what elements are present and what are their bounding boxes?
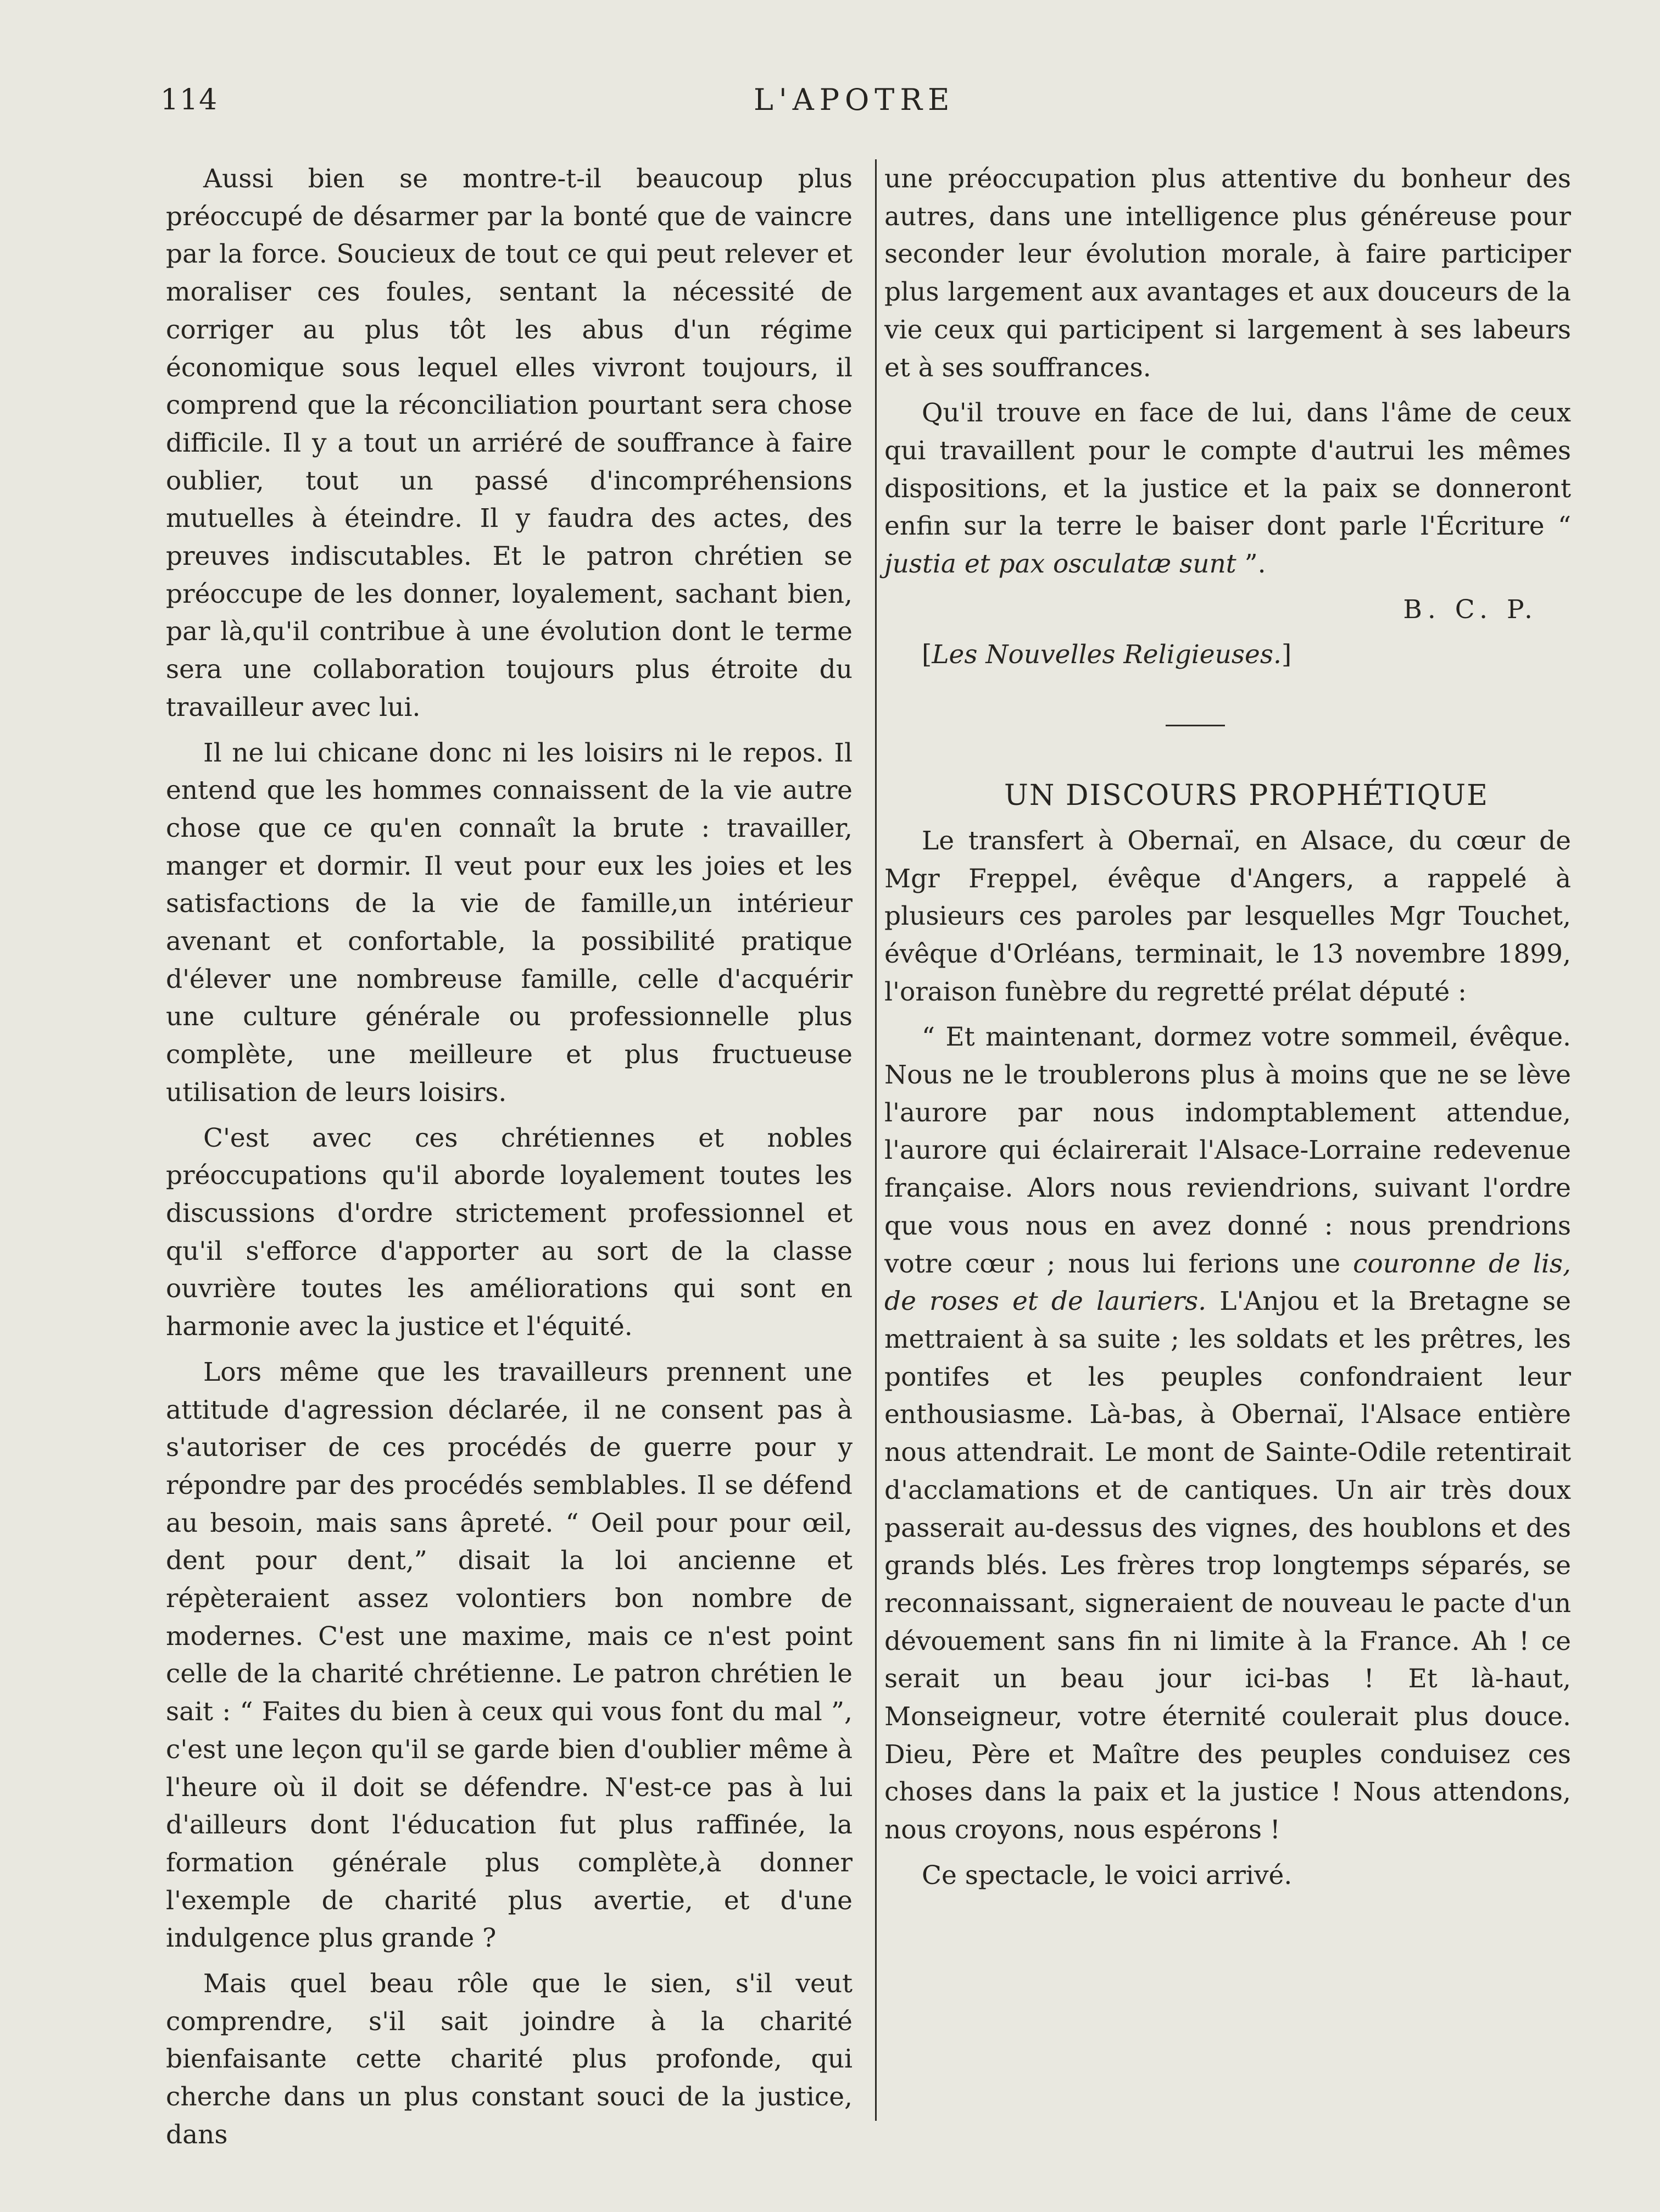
page-number: 114 [160, 84, 219, 116]
signature: B. C. P. [1403, 594, 1538, 625]
paragraph-text: Qu'il trouve en face de lui, dans l'âme de ceux qui travaillent pour le compte d'autrui les mêmes dispositions, et la justice et la paix se donneront enfin sur la terre le baiser dont parle l'Écriture “ [884, 398, 1571, 542]
italic-phrase: couronne de lis, de roses et de lauriers. [884, 1248, 1571, 1317]
running-title: L'APOTRE [754, 82, 955, 117]
left-column [166, 160, 853, 2162]
column-divider [875, 159, 877, 2121]
paragraph-text: ”. [1236, 549, 1266, 580]
paragraph: Aussi bien se montre-t-il beaucoup plus préoccupé de désarmer par la bonté que de vaincre par la force. Soucieux de tout ce qui peut relever et moraliser ces foules, sentant la nécessité de corriger au plus tôt les abus d'un régime économique sous lequel elles vivront toujours, il comprend que la réconciliation pourtant sera chose difficile. Il y a tout un arriéré de souffrance à faire oublier, tout un passé d'incompréhensions mutuelles à éteindre. Il y faudra des actes, des preuves indiscutables. Et le patron chrétien se préoccupe de les donner, loyalement, sachant bien, par là,qu'il contribue à une évolution dont le terme sera une collaboration toujours plus étroite du travailleur avec lui. [166, 164, 853, 722]
paragraph [884, 394, 1571, 583]
section-divider [1166, 725, 1225, 726]
paragraph: Il ne lui chicane donc ni les loisirs ni le repos. Il entend que les hommes connaissent de la vie autre chose que ce qu'en connaît la brute : travailler, manger et dormir. Il veut pour eux les joies et les satisfactions de la vie de famille,un intérieur avenant et confortable, la possibilité pratique d'élever une nombreuse famille, celle d'acquérir une culture générale ou professionnelle plus complète, une meilleure et plus fructueuse utilisation de leurs loisirs. [166, 737, 853, 1108]
paragraph: C'est avec ces chrétiennes et nobles préoccupations qu'il aborde loyalement toutes les discussions d'ordre strictement professionnel et qu'il s'efforce d'apporter au sort de la classe ouvrière toutes les améliorations qui sont en harmonie avec la justice et l'équité. [166, 1122, 853, 1342]
source-title: Les Nouvelles Religieuses. [932, 640, 1282, 670]
paragraph: Lors même que les travailleurs prennent une attitude d'agression déclarée, il ne consent pas à s'autoriser de ces procédés de guerre pour y répondre par des procédés semblables. Il se défend au besoin, mais sans âpreté. “ Oeil pour pour œil, dent pour dent,” disait la loi ancienne et répèteraient assez volontiers bon nombre de modernes. C'est une maxime, mais ce n'est point celle de la charité chrétienne. Le patron chrétien le sait : “ Faites du bien à ceux qui vous font du mal ”, c'est une leçon qu'il se garde bien d'oublier même à l'heure où il doit se défendre. N'est-ce pas à lui d'ailleurs dont l'éducation fut plus raffinée, la formation générale plus complète,à donner l'exemple de charité plus avertie, et d'une indulgence plus grande ? [166, 1357, 853, 1954]
paragraph: Le transfert à Obernaï, en Alsace, du cœur de Mgr Freppel, évêque d'Angers, a rappelé à plusieurs ces paroles par lesquelles Mgr Touchet, évêque d'Orléans, terminait, le 13 novembre 1899, l'oraison funèbre du regretté prélat député : [884, 825, 1571, 1007]
right-column [884, 160, 1571, 1903]
quoted-paragraph [884, 1019, 1571, 1849]
latin-quote: justia et pax osculatæ sunt [884, 549, 1236, 580]
source-citation: [Les Nouvelles Religieuses.] [922, 640, 1292, 670]
paragraph: Mais quel beau rôle que le sien, s'il veut comprendre, s'il sait joindre à la charité bienfaisante cette charité plus profonde, qui cherche dans un plus constant souci de la justice, dans [166, 1969, 853, 2150]
paragraph: Ce spectacle, le voici arrivé. [922, 1860, 1293, 1891]
paragraph-text: L'Anjou et la Bretagne se mettraient à sa suite ; les soldats et les prêtres, les pontifes et les peuples confondraient leur enthousiasme. Là-bas, à Obernaï, l'Alsace entière nous attendrait. Le mont de Sainte-Odile retentirait d'acclamations et de cantiques. Un air très doux passerait au-dessus des vignes, des houblons et des grands blés. Les frères trop longtemps séparés, se reconnaissant, signeraient de nouveau le pacte d'un dévouement sans fin ni limite à la France. Ah ! ce serait un beau jour ici-bas ! Et là-haut, Monseigneur, votre éternité coulerait plus douce. Dieu, Père et Maître des peuples conduisez ces choses dans la paix et la justice ! Nous attendons, nous croyons, nous espérons ! [884, 1286, 1571, 1846]
paragraph-text: “ Et maintenant, dormez votre sommeil, évêque. Nous ne le troublerons plus à moins que ne se lève l'aurore par nous indomptablement attendue, l'aurore qui éclairerait l'Alsace-Lorraine redevenue française. Alors nous reviendrions, suivant l'ordre que vous nous en avez donné : nous prendrions votre cœur ; nous lui ferions une [884, 1022, 1571, 1279]
paragraph-continued: une préoccupation plus attentive du bonheur des autres, dans une intelligence plus généreuse pour seconder leur évolution morale, à faire participer plus largement aux avantages et aux douceurs de la vie ceux qui participent si largement à ses labeurs et à ses souffrances. [884, 164, 1571, 383]
section-title: UN DISCOURS PROPHÉTIQUE [1004, 779, 1489, 813]
